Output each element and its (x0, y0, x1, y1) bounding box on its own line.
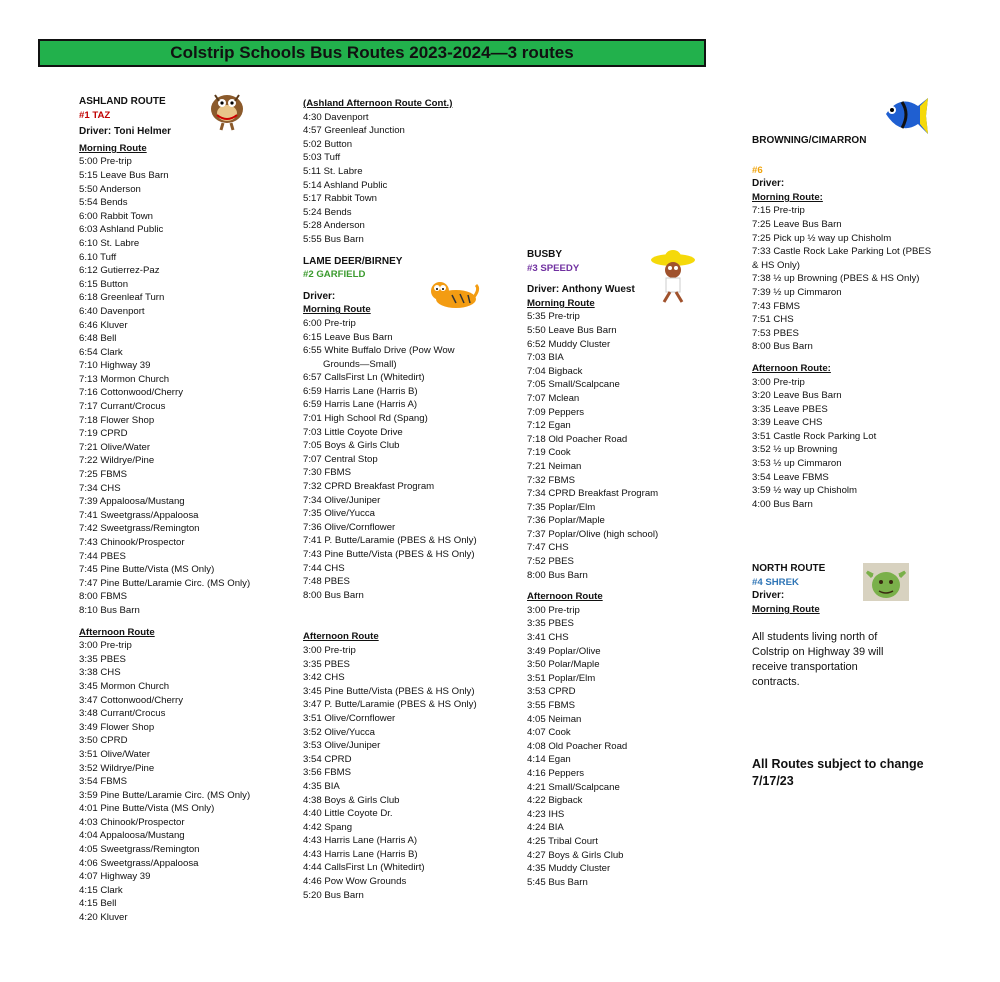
stop-item: 7:13 Mormon Church (79, 373, 170, 385)
ashland-continued-heading: (Ashland Afternoon Route Cont.) (303, 98, 453, 109)
stop-item: 3:52 Wildrye/Pine (79, 762, 155, 774)
stop-item: 7:43 Pine Butte/Vista (PBES & HS Only) (303, 549, 475, 560)
morning-stop-list (79, 155, 279, 617)
stop-item: 7:42 Sweetgrass/Remington (79, 523, 200, 535)
stop-item: 4:25 Tribal Court (527, 835, 598, 847)
stop-item: 4:23 IHS (527, 808, 565, 820)
stop-item: 7:30 FBMS (303, 467, 351, 479)
stop-item: 7:10 Highway 39 (79, 360, 151, 372)
stop-item: 4:03 Chinook/Prospector (79, 816, 185, 828)
browning-route-column (752, 134, 987, 511)
change-notice: All Routes subject to change 7/17/23 (752, 757, 924, 788)
stop-item: 7:25 Pick up ½ way up Chisholm (752, 232, 892, 244)
stop-item: 7:45 Pine Butte/Vista (MS Only) (79, 564, 215, 576)
stop-item: 7:39 Appaloosa/Mustang (79, 496, 185, 508)
stop-item: 3:54 FBMS (79, 776, 127, 788)
stop-item: 7:53 PBES (752, 327, 799, 339)
stop-item: 4:00 Bus Barn (752, 498, 813, 510)
stop-item: 7:07 Mclean (527, 392, 580, 404)
morning-stop-list (527, 310, 727, 582)
stop-item: 7:04 Bigback (527, 365, 583, 377)
stop-item: 7:37 Poplar/Olive (high school) (527, 528, 659, 540)
morning-route-heading: Morning Route: (752, 191, 823, 203)
stop-item: 7:15 Pre-trip (752, 205, 805, 217)
stop-item: 7:48 PBES (303, 576, 350, 588)
stop-item: 5:17 Rabbit Town (303, 193, 377, 205)
stop-item: 7:52 PBES (527, 556, 574, 568)
afternoon-stop-list (79, 639, 279, 924)
stop-item: 3:52 Olive/Yucca (303, 726, 375, 738)
stop-item: 4:27 Boys & Girls Club (527, 849, 624, 861)
stop-item: 5:50 Anderson (79, 183, 141, 195)
stop-item: 7:22 Wildrye/Pine (79, 455, 155, 467)
page-title: Colstrip Schools Bus Routes 2023-2024—3 routes (38, 39, 706, 67)
stop-item: 6:52 Muddy Cluster (527, 338, 611, 350)
stop-item: 7:12 Egan (527, 420, 571, 432)
garfield-mascot-icon (428, 275, 480, 311)
stop-item: 3:51 Castle Rock Parking Lot (752, 430, 877, 442)
stop-item: 6:12 Gutierrez-Paz (79, 265, 160, 277)
afternoon-stop-list (527, 604, 727, 889)
stop-item: 3:49 Flower Shop (79, 721, 155, 733)
speedy-mascot-icon (650, 248, 696, 304)
stop-item: 5:02 Button (303, 138, 353, 150)
afternoon-route-heading: Afternoon Route (527, 591, 603, 603)
stop-item: 4:21 Small/Scalpcane (527, 781, 620, 793)
stop-item: 7:47 CHS (527, 542, 569, 554)
stop-item: 3:56 FBMS (303, 767, 351, 779)
stop-item: 7:09 Peppers (527, 406, 585, 418)
stop-item: 7:41 P. Butte/Laramie (PBES & HS Only) (303, 535, 477, 547)
stop-item: 4:24 BIA (527, 822, 564, 834)
stop-item: 3:53 Olive/Juniper (303, 740, 381, 752)
stop-item: 4:15 Bell (79, 898, 117, 910)
stop-item: 7:07 Central Stop (303, 453, 378, 465)
stop-item: 8:10 Bus Barn (79, 604, 140, 616)
stop-item: 3:54 Leave FBMS (752, 471, 829, 483)
stop-item: 4:20 Kluver (79, 912, 128, 924)
ashland-route-column (79, 95, 279, 925)
morning-route-heading: Morning Route (303, 304, 371, 316)
stop-item: 7:35 Olive/Yucca (303, 508, 375, 520)
shrek-mascot-icon (863, 563, 909, 601)
stop-item: Grounds—Small) (323, 358, 397, 370)
stop-item: 6:15 Button (79, 278, 129, 290)
stop-item: 6:55 White Buffalo Drive (Pow Wow (303, 345, 455, 357)
stop-item: 5:00 Pre-trip (79, 156, 132, 168)
stop-item: 3:35 Leave PBES (752, 403, 828, 415)
stop-item: 7:35 Poplar/Elm (527, 501, 596, 513)
driver-label: Driver: Toni Helmer (79, 126, 172, 138)
stop-item: 3:41 CHS (527, 632, 569, 644)
stop-item: 3:54 CPRD (303, 753, 352, 765)
stop-item: 3:50 CPRD (79, 735, 128, 747)
stop-item: 7:17 Currant/Crocus (79, 401, 166, 413)
stop-item: 5:14 Ashland Public (303, 179, 388, 191)
stop-item: 4:35 BIA (303, 780, 340, 792)
stop-item: 5:03 Tuff (303, 152, 341, 164)
driver-label: Driver: (752, 590, 785, 602)
stop-item: 5:24 Bends (303, 206, 352, 218)
stop-item: 3:47 Cottonwood/Cherry (79, 694, 183, 706)
stop-item: 7:21 Neiman (527, 460, 582, 472)
stop-item: 6:57 CallsFirst Ln (Whitedirt) (303, 372, 425, 384)
stop-item: 4:07 Cook (527, 727, 571, 739)
stop-item: 3:53 CPRD (527, 686, 576, 698)
stop-item: 3:35 PBES (303, 658, 350, 670)
stop-item: 8:00 FBMS (79, 591, 127, 603)
stop-item: 7:34 CPRD Breakfast Program (527, 488, 659, 500)
stop-item: 6:59 Harris Lane (Harris A) (303, 399, 418, 411)
route-name: BUSBY (527, 249, 563, 260)
driver-label: Driver: (752, 178, 785, 190)
stop-item: 4:05 Neiman (527, 713, 582, 725)
ashland-continued-stop-list (303, 111, 513, 247)
stop-item: 7:25 Leave Bus Barn (752, 218, 842, 230)
stop-item: 3:59 Pine Butte/Laramie Circ. (MS Only) (79, 789, 251, 801)
stop-item: 7:05 Small/Scalpcane (527, 379, 620, 391)
driver-label: Driver: (303, 290, 336, 302)
morning-route-heading: Morning Route (527, 297, 595, 309)
stop-item: 3:47 P. Butte/Laramie (PBES & HS Only) (303, 699, 477, 711)
route-name: ASHLAND ROUTE (79, 96, 166, 107)
stop-item: 5:11 St. Labre (303, 165, 363, 177)
stop-item: 6:59 Harris Lane (Harris B) (303, 385, 418, 397)
stop-item: 6:00 Pre-trip (303, 317, 356, 329)
stop-item: 7:18 Flower Shop (79, 414, 155, 426)
stop-item: 7:25 FBMS (79, 469, 127, 481)
stop-item: 7:43 Chinook/Prospector (79, 537, 185, 548)
stop-item: 7:19 Cook (527, 447, 571, 459)
route-name: BROWNING/CIMARRON (752, 135, 867, 146)
stop-item: 3:20 Leave Bus Barn (752, 390, 842, 402)
stop-item: 7:03 Little Coyote Drive (303, 426, 403, 438)
stop-item: 4:44 CallsFirst Ln (Whitedirt) (303, 862, 425, 874)
stop-item: 5:35 Pre-trip (527, 311, 580, 323)
driver-label: Driver: Anthony Wuest (527, 284, 635, 296)
stop-item: 3:35 PBES (79, 653, 126, 665)
stop-item: 3:52 ½ up Browning (752, 444, 838, 456)
stop-item: 7:19 CPRD (79, 428, 128, 440)
busby-route-column (527, 248, 727, 889)
stop-item: 5:54 Bends (79, 197, 128, 209)
stop-item: 5:45 Bus Barn (527, 876, 588, 888)
stop-item: 4:43 Harris Lane (Harris B) (303, 848, 418, 860)
stop-item: 6:48 Bell (79, 333, 117, 345)
stop-item: 4:22 Bigback (527, 795, 583, 807)
stop-item: 4:35 Muddy Cluster (527, 863, 611, 875)
route-number: #2 GARFIELD (303, 269, 366, 281)
stop-item: 4:06 Sweetgrass/Appaloosa (79, 857, 199, 869)
stop-item: 3:51 Poplar/Elm (527, 672, 596, 684)
route-number: #4 SHREK (752, 576, 799, 588)
stop-item: 6:03 Ashland Public (79, 224, 164, 236)
stop-item: 6:46 Kluver (79, 319, 128, 331)
stop-item: 3:35 PBES (527, 618, 574, 630)
stop-item: 4:07 Highway 39 (79, 871, 151, 883)
stop-item: 5:50 Leave Bus Barn (527, 324, 617, 336)
stop-item: 3:53 ½ up Cimmaron (752, 458, 842, 470)
stop-item: 4:15 Clark (79, 884, 123, 896)
dory-fish-mascot-icon (880, 92, 930, 138)
stop-item: 6.10 Tuff (79, 251, 117, 263)
stop-item: 3:55 FBMS (527, 700, 575, 711)
stop-item: 5:55 Bus Barn (303, 233, 364, 245)
stop-item: 3:39 Leave CHS (752, 417, 823, 429)
stop-item: 7:33 Castle Rock Lake Parking Lot (PBES (752, 246, 932, 258)
stop-item: 7:03 BIA (527, 352, 564, 364)
stop-item: 4:46 Pow Wow Grounds (303, 876, 407, 888)
afternoon-route-heading: Afternoon Route (79, 626, 155, 638)
stop-item: 4:40 Little Coyote Dr. (303, 808, 393, 820)
stop-item: 3:42 CHS (303, 672, 345, 684)
north-route-note: All students living north of Colstrip on Highway 39 will receive transportation contracts. (752, 631, 884, 689)
morning-route-heading: Morning Route (752, 603, 820, 615)
stop-item: 8:00 Bus Barn (527, 569, 588, 581)
stop-item: 7:38 ½ up Browning (PBES & HS Only) (752, 273, 920, 285)
afternoon-stop-list (303, 644, 513, 902)
stop-item: 7:39 ½ up Cimmaron (752, 286, 842, 298)
stop-item: 3:45 Mormon Church (79, 680, 170, 692)
stop-item: 8:00 Bus Barn (303, 589, 364, 601)
stop-item: 7:41 Sweetgrass/Appaloosa (79, 509, 199, 521)
taz-mascot-icon (203, 83, 251, 131)
stop-item: 6:40 Davenport (79, 305, 145, 317)
stop-item: 4:30 Davenport (303, 111, 369, 123)
stop-item: 7:32 FBMS (527, 474, 575, 486)
stop-item: 5:28 Anderson (303, 220, 365, 232)
stop-item: 7:32 CPRD Breakfast Program (303, 481, 435, 493)
stop-item: 4:42 Spang (303, 821, 353, 833)
stop-item: 3:00 Pre-trip (79, 640, 132, 652)
stop-item: 7:36 Poplar/Maple (527, 515, 605, 527)
stop-item: 7:36 Olive/Cornflower (303, 521, 396, 533)
stop-item: 7:18 Old Poacher Road (527, 433, 628, 445)
morning-stop-list (752, 204, 987, 354)
route-number: #6 (752, 164, 763, 176)
stop-item: 4:43 Harris Lane (Harris A) (303, 835, 418, 847)
stop-item: 8:00 Bus Barn (752, 341, 813, 353)
stop-item: 4:08 Old Poacher Road (527, 740, 628, 752)
stop-item: 7:21 Olive/Water (79, 441, 151, 453)
stop-item: 7:44 PBES (79, 550, 126, 562)
stop-item: 3:00 Pre-trip (303, 644, 356, 656)
stop-item: 3:59 ½ way up Chisholm (752, 485, 858, 497)
stop-item: & HS Only) (752, 259, 800, 271)
stop-item: 7:43 FBMS (752, 300, 800, 312)
stop-item: 4:16 Peppers (527, 767, 585, 779)
afternoon-stop-list (752, 376, 987, 512)
stop-item: 4:57 Greenleaf Junction (303, 125, 405, 137)
stop-item: 5:15 Leave Bus Barn (79, 169, 169, 181)
lame-deer-route-column (303, 97, 513, 902)
stop-item: 7:47 Pine Butte/Laramie Circ. (MS Only) (79, 577, 251, 589)
afternoon-route-heading: Afternoon Route: (752, 362, 831, 374)
afternoon-route-heading: Afternoon Route (303, 631, 379, 643)
stop-item: 7:44 CHS (303, 562, 345, 574)
north-route-section (752, 562, 952, 690)
stop-item: 7:34 CHS (79, 482, 121, 494)
stop-item: 3:00 Pre-trip (752, 376, 805, 388)
stop-item: 6:18 Greenleaf Turn (79, 292, 165, 304)
stop-item: 3:45 Pine Butte/Vista (PBES & HS Only) (303, 685, 475, 697)
stop-item: 3:51 Olive/Water (79, 748, 151, 760)
stop-item: 6:54 Clark (79, 346, 123, 358)
route-number: #1 TAZ (79, 109, 111, 121)
stop-item: 7:16 Cottonwood/Cherry (79, 387, 183, 399)
stop-item: 3:48 Currant/Crocus (79, 708, 166, 720)
route-name: NORTH ROUTE (752, 563, 826, 574)
stop-item: 4:14 Egan (527, 754, 571, 766)
stop-item: 4:05 Sweetgrass/Remington (79, 844, 200, 856)
stop-item: 3:38 CHS (79, 667, 121, 679)
stop-item: 6:15 Leave Bus Barn (303, 331, 393, 343)
stop-item: 4:04 Appaloosa/Mustang (79, 830, 185, 842)
stop-item: 5:20 Bus Barn (303, 889, 364, 901)
route-name: LAME DEER/BIRNEY (303, 255, 403, 267)
stop-item: 3:49 Poplar/Olive (527, 645, 601, 657)
stop-item: 6:00 Rabbit Town (79, 210, 153, 222)
route-number: #3 SPEEDY (527, 262, 580, 274)
stop-item: 3:50 Polar/Maple (527, 659, 600, 671)
stop-item: 7:05 Boys & Girls Club (303, 440, 400, 452)
stop-item: 7:34 Olive/Juniper (303, 494, 381, 506)
stop-item: 7:51 CHS (752, 314, 794, 326)
stop-item: 4:38 Boys & Girls Club (303, 794, 400, 806)
stop-item: 3:51 Olive/Cornflower (303, 712, 396, 724)
stop-item: 6:10 St. Labre (79, 237, 140, 249)
stop-item: 7:01 High School Rd (Spang) (303, 413, 428, 425)
morning-route-heading: Morning Route (79, 142, 147, 154)
stop-item: 3:00 Pre-trip (527, 604, 580, 616)
morning-stop-list (303, 317, 513, 602)
stop-item: 4:01 Pine Butte/Vista (MS Only) (79, 803, 215, 815)
